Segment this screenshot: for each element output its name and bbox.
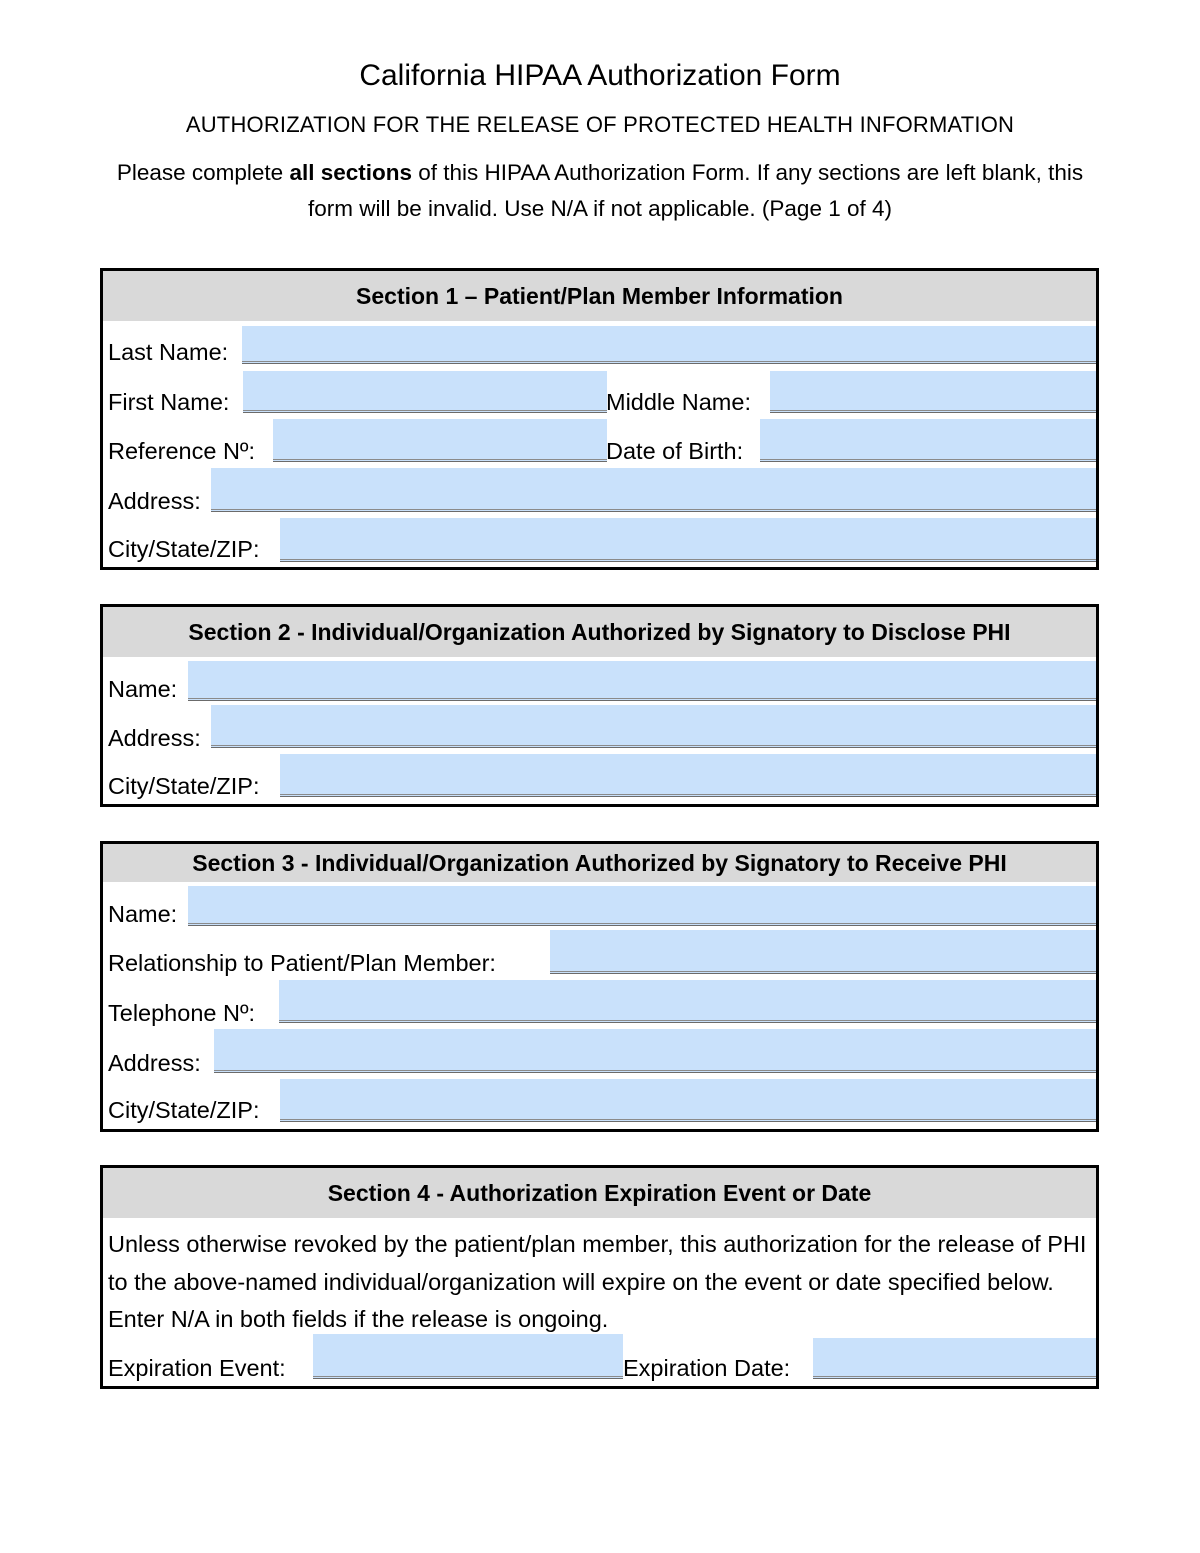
reference-number-input[interactable] xyxy=(273,419,607,461)
section-3-header: Section 3 - Individual/Organization Authorized by Signatory to Receive PHI xyxy=(103,844,1096,882)
expiration-explanation: Unless otherwise revoked by the patient/plan member, this authorization for the release of PHI to the above-named individual/organization will expire on the event or date specified below. Enter N/A in both fields if the release is ongoing. xyxy=(108,1231,1087,1332)
discloser-address-field[interactable] xyxy=(211,705,1096,748)
instructions-text-1: Please complete xyxy=(116,160,290,185)
telephone-label: Telephone Nº: xyxy=(108,1000,256,1026)
discloser-name-label: Name: xyxy=(108,676,178,702)
section-1-header: Section 1 – Patient/Plan Member Information xyxy=(103,271,1096,321)
last-name-label: Last Name: xyxy=(108,339,229,365)
patient-address-input[interactable] xyxy=(211,468,1096,511)
discloser-city-label: City/State/ZIP: xyxy=(108,773,260,799)
page-subtitle: AUTHORIZATION FOR THE RELEASE OF PROTECTED HEALTH INFORMATION xyxy=(185,112,1015,137)
middle-name-input[interactable] xyxy=(770,371,1096,412)
expiration-date-label: Expiration Date: xyxy=(623,1355,791,1381)
discloser-name-input[interactable] xyxy=(188,661,1096,700)
instructions-bold: all sections xyxy=(289,160,412,185)
section-1 xyxy=(100,268,1099,570)
first-name-field[interactable] xyxy=(243,371,607,413)
recipient-name-label: Name: xyxy=(108,901,178,927)
middle-name-field[interactable] xyxy=(770,371,1096,413)
first-name-label: First Name: xyxy=(108,389,230,415)
instructions-text-2: of this HIPAA Authorization Form. If any sections are left blank, this form will be invalid. Use N/A if not applicable. (Page 1 of 4) xyxy=(307,160,1084,221)
page-title: California HIPAA Authorization Form xyxy=(359,59,841,92)
section-4-header: Section 4 - Authorization Expiration Event or Date xyxy=(103,1168,1096,1218)
patient-city-field[interactable] xyxy=(280,518,1096,562)
section-3 xyxy=(100,841,1099,1132)
relationship-field[interactable] xyxy=(550,930,1096,974)
recipient-name-field[interactable] xyxy=(188,886,1096,926)
instructions xyxy=(110,155,1090,227)
expiration-date-input[interactable] xyxy=(813,1338,1096,1378)
discloser-address-label: Address: xyxy=(108,725,201,751)
last-name-field[interactable] xyxy=(242,326,1096,364)
section-4 xyxy=(100,1165,1099,1389)
reference-number-label: Reference Nº: xyxy=(108,438,256,464)
recipient-address-field[interactable] xyxy=(214,1029,1096,1073)
patient-address-label: Address: xyxy=(108,488,201,514)
telephone-input[interactable] xyxy=(279,980,1096,1022)
telephone-field[interactable] xyxy=(279,980,1096,1023)
recipient-city-field[interactable] xyxy=(280,1079,1096,1122)
date-of-birth-field[interactable] xyxy=(760,419,1096,462)
last-name-input[interactable] xyxy=(242,326,1096,363)
patient-address-field[interactable] xyxy=(211,468,1096,512)
discloser-address-input[interactable] xyxy=(211,705,1096,747)
expiration-date-field[interactable] xyxy=(813,1338,1096,1379)
date-of-birth-label: Date of Birth: xyxy=(606,438,744,464)
reference-number-field[interactable] xyxy=(273,419,607,462)
recipient-name-input[interactable] xyxy=(188,886,1096,925)
recipient-address-input[interactable] xyxy=(214,1029,1096,1072)
patient-city-input[interactable] xyxy=(280,518,1096,561)
middle-name-label: Middle Name: xyxy=(606,389,751,415)
relationship-label: Relationship to Patient/Plan Member: xyxy=(108,950,496,976)
recipient-city-input[interactable] xyxy=(280,1079,1096,1121)
recipient-city-label: City/State/ZIP: xyxy=(108,1097,260,1123)
expiration-event-input[interactable] xyxy=(313,1334,623,1378)
expiration-event-field[interactable] xyxy=(313,1334,623,1379)
first-name-input[interactable] xyxy=(243,371,607,412)
discloser-name-field[interactable] xyxy=(188,661,1096,701)
section-2 xyxy=(100,604,1099,807)
date-of-birth-input[interactable] xyxy=(760,419,1096,461)
recipient-address-label: Address: xyxy=(108,1050,201,1076)
discloser-city-field[interactable] xyxy=(280,754,1096,797)
section-2-header: Section 2 - Individual/Organization Authorized by Signatory to Disclose PHI xyxy=(103,607,1096,657)
patient-city-label: City/State/ZIP: xyxy=(108,536,260,562)
relationship-input[interactable] xyxy=(550,930,1096,973)
discloser-city-input[interactable] xyxy=(280,754,1096,796)
expiration-event-label: Expiration Event: xyxy=(108,1355,286,1381)
